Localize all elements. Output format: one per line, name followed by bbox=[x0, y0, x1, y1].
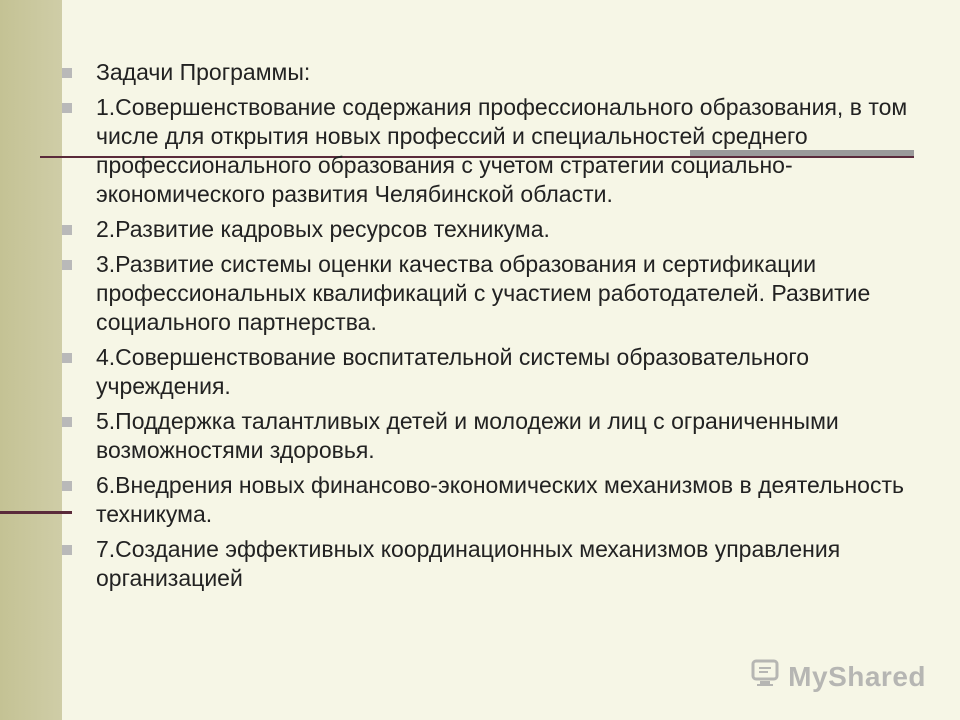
left-accent-bar bbox=[0, 0, 62, 720]
square-bullet-icon bbox=[62, 225, 72, 235]
myshared-watermark bbox=[748, 656, 926, 697]
square-bullet-icon bbox=[62, 481, 72, 491]
watermark-text: MyShared bbox=[788, 660, 926, 692]
square-bullet-icon bbox=[62, 260, 72, 270]
square-bullet-icon bbox=[62, 417, 72, 427]
left-accent-shade bbox=[0, 0, 62, 720]
list-item bbox=[60, 250, 920, 337]
list-item bbox=[60, 535, 920, 593]
square-bullet-icon bbox=[62, 353, 72, 363]
list-item bbox=[60, 215, 920, 244]
list-item-text: 4.Совершенствование воспитательной системы образовательного учреждения. bbox=[96, 344, 810, 399]
square-bullet-icon bbox=[62, 103, 72, 113]
list-item-text: 6.Внедрения новых финансово-экономических механизмов в деятельность техникума. bbox=[96, 472, 904, 527]
monitor-icon bbox=[748, 656, 782, 697]
list-item-text: 7.Создание эффективных координационных механизмов управления организацией bbox=[96, 536, 841, 591]
list-item-text: 2.Развитие кадровых ресурсов техникума. bbox=[96, 216, 550, 242]
slide-heading: Задачи Программы: bbox=[96, 59, 311, 85]
list-item-text: 1.Совершенствование содержания профессионального образования, в том числе для открытия новых профессий и специальностей среднего профессионального образования с учетом стратегии социально-экономического развития Челябинской области. bbox=[96, 94, 908, 207]
list-item bbox=[60, 471, 920, 529]
heading-row bbox=[60, 58, 920, 87]
list-item bbox=[60, 93, 920, 209]
list-item-text: 3.Развитие системы оценки качества образования и сертификации профессиональных квалификаций с участием работодателей. Развитие социального партнерства. bbox=[96, 251, 871, 335]
square-bullet-icon bbox=[62, 545, 72, 555]
slide-content bbox=[60, 58, 920, 599]
list-item-text: 5.Поддержка талантливых детей и молодежи и лиц с ограниченными возможностями здоровья. bbox=[96, 408, 839, 463]
list-item bbox=[60, 407, 920, 465]
square-bullet-icon bbox=[62, 68, 72, 78]
list-item bbox=[60, 343, 920, 401]
